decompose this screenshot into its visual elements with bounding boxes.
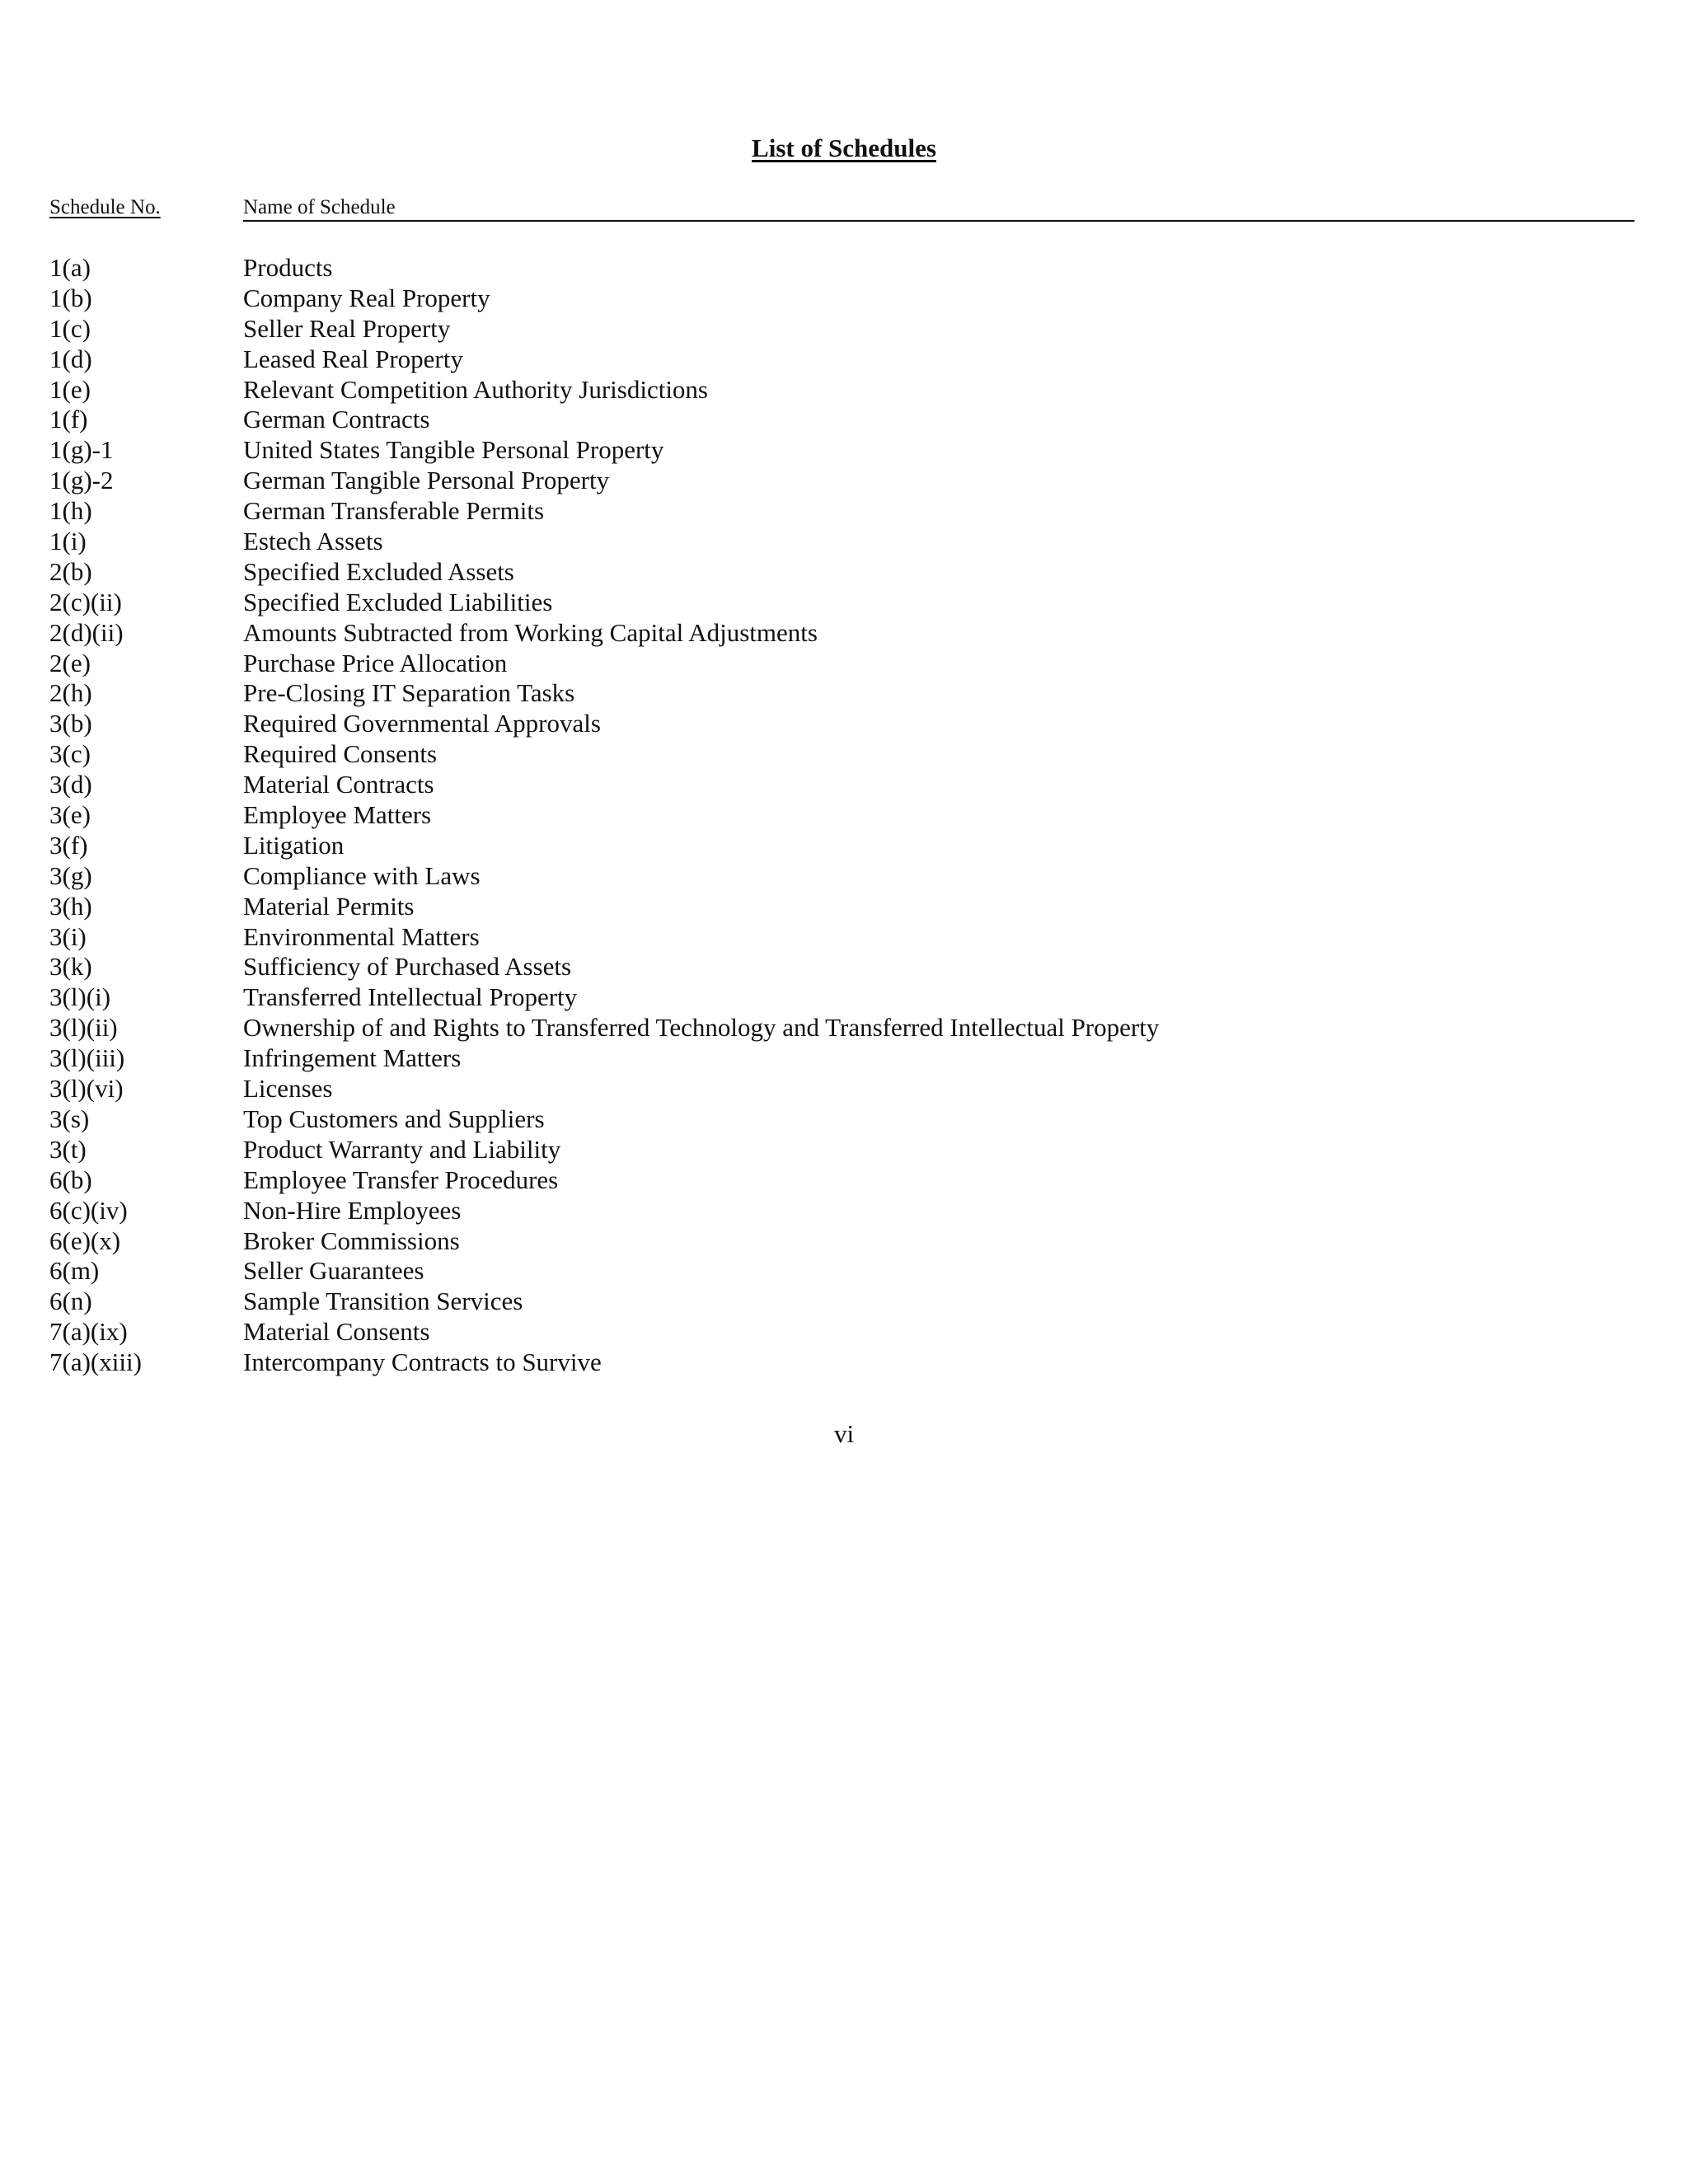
- schedule-number: 6(c)(iv): [49, 1195, 128, 1225]
- schedule-number: 2(h): [49, 678, 92, 708]
- schedule-row: [0, 708, 1688, 738]
- schedule-number: 3(d): [49, 770, 92, 799]
- schedule-row: [0, 1255, 1688, 1286]
- schedule-name: Transferred Intellectual Property: [243, 982, 578, 1012]
- schedule-number: 7(a)(xiii): [49, 1347, 142, 1377]
- schedule-row: [0, 1043, 1688, 1073]
- schedule-name: Material Contracts: [243, 770, 434, 799]
- schedule-name: Top Customers and Suppliers: [243, 1104, 545, 1133]
- schedule-number: 1(i): [49, 527, 87, 556]
- schedule-name: German Transferable Permits: [243, 496, 545, 526]
- schedule-number: 6(e)(x): [49, 1226, 121, 1255]
- schedule-number: 3(h): [49, 891, 92, 921]
- schedule-row: [0, 556, 1688, 587]
- schedule-name: Product Warranty and Liability: [243, 1134, 561, 1164]
- schedule-number: 3(s): [49, 1104, 90, 1133]
- schedule-row: [0, 495, 1688, 526]
- schedule-name: Sufficiency of Purchased Assets: [243, 952, 572, 982]
- schedule-name: Required Consents: [243, 739, 438, 769]
- schedule-name: Non-Hire Employees: [243, 1195, 462, 1225]
- header-divider: [243, 220, 1634, 222]
- schedule-name: Relevant Competition Authority Jurisdictions: [243, 374, 708, 404]
- schedule-number: 3(i): [49, 921, 87, 951]
- schedule-name: Specified Excluded Assets: [243, 556, 514, 586]
- schedule-name: Broker Commissions: [243, 1226, 460, 1255]
- schedule-number: 7(a)(ix): [49, 1317, 128, 1347]
- schedule-name: Material Permits: [243, 891, 415, 921]
- schedule-row: [0, 1012, 1688, 1043]
- schedule-row: [0, 860, 1688, 891]
- schedule-number: 3(k): [49, 952, 92, 982]
- page-number: vi: [833, 1419, 855, 1448]
- schedule-number: 6(b): [49, 1165, 92, 1194]
- schedule-row: [0, 1286, 1688, 1316]
- schedule-row: [0, 1316, 1688, 1347]
- schedule-name: Employee Transfer Procedures: [243, 1165, 559, 1194]
- schedule-name: Infringement Matters: [243, 1043, 462, 1073]
- schedule-row: [0, 1104, 1688, 1134]
- schedule-name: Sample Transition Services: [243, 1286, 523, 1316]
- schedule-row: [0, 313, 1688, 344]
- schedule-number: 3(b): [49, 709, 92, 738]
- schedule-row: [0, 344, 1688, 374]
- schedule-number: 1(g)-2: [49, 466, 114, 495]
- schedule-row: [0, 951, 1688, 982]
- schedule-row: [0, 526, 1688, 556]
- schedule-row: [0, 587, 1688, 617]
- schedule-name: Specified Excluded Liabilities: [243, 587, 553, 616]
- schedule-row: [0, 283, 1688, 313]
- schedule-row: [0, 1165, 1688, 1195]
- schedule-row: [0, 1134, 1688, 1165]
- schedule-name: Leased Real Property: [243, 344, 463, 373]
- schedule-row: [0, 374, 1688, 405]
- schedule-number: 3(g): [49, 860, 92, 890]
- schedule-row: [0, 677, 1688, 708]
- page-title: [0, 134, 1688, 163]
- schedule-list: [0, 252, 1688, 1377]
- schedule-number: 1(f): [49, 405, 88, 434]
- schedule-number: 1(g)-1: [49, 435, 114, 465]
- schedule-number: 3(l)(ii): [49, 1013, 118, 1043]
- schedule-name: Employee Matters: [243, 800, 432, 830]
- schedule-name: German Tangible Personal Property: [243, 466, 610, 495]
- schedule-number: 1(a): [49, 253, 91, 282]
- schedule-row: [0, 799, 1688, 830]
- column-header-name: Name of Schedule: [243, 196, 396, 218]
- schedule-number: 1(d): [49, 344, 92, 373]
- schedule-row: [0, 1347, 1688, 1377]
- page-title-text: List of Schedules: [752, 134, 936, 162]
- schedule-number: 3(f): [49, 830, 88, 860]
- schedule-name: Pre-Closing IT Separation Tasks: [243, 678, 575, 708]
- schedule-number: 2(c)(ii): [49, 587, 122, 616]
- schedule-row: [0, 921, 1688, 952]
- schedule-number: 1(b): [49, 283, 92, 312]
- schedule-number: 3(t): [49, 1134, 87, 1164]
- schedule-row: [0, 252, 1688, 283]
- schedule-row: [0, 891, 1688, 921]
- schedule-name: Purchase Price Allocation: [243, 648, 508, 677]
- schedule-name: Intercompany Contracts to Survive: [243, 1347, 602, 1377]
- schedule-number: 2(e): [49, 648, 91, 677]
- schedule-number: 2(b): [49, 556, 92, 586]
- schedule-row: [0, 404, 1688, 434]
- schedule-number: 3(l)(vi): [49, 1074, 124, 1104]
- schedule-name: Seller Real Property: [243, 313, 451, 343]
- schedule-number: 3(l)(iii): [49, 1043, 125, 1073]
- schedule-name: Environmental Matters: [243, 921, 480, 951]
- schedule-row: [0, 769, 1688, 799]
- schedule-number: 6(m): [49, 1256, 100, 1286]
- schedule-name: Required Governmental Approvals: [243, 709, 601, 738]
- schedule-number: 1(h): [49, 496, 92, 526]
- schedule-row: [0, 648, 1688, 678]
- schedule-number: 3(c): [49, 739, 91, 769]
- schedule-name: Seller Guarantees: [243, 1256, 424, 1286]
- schedule-name: Material Consents: [243, 1317, 430, 1347]
- schedule-name: Compliance with Laws: [243, 860, 481, 890]
- schedule-row: [0, 617, 1688, 648]
- schedule-name: Licenses: [243, 1074, 333, 1104]
- schedule-name: Ownership of and Rights to Transferred Technology and Transferred Intellectual Property: [243, 1013, 1160, 1043]
- schedule-name: Company Real Property: [243, 283, 490, 312]
- schedule-number: 3(e): [49, 800, 91, 830]
- schedule-row: [0, 830, 1688, 860]
- column-header-schedule-no: Schedule No.: [49, 196, 161, 218]
- schedule-name: Litigation: [243, 830, 345, 860]
- schedule-number: 6(n): [49, 1286, 92, 1316]
- schedule-row: [0, 982, 1688, 1012]
- schedule-row: [0, 738, 1688, 769]
- schedule-row: [0, 434, 1688, 465]
- schedule-number: 1(e): [49, 374, 91, 404]
- schedule-row: [0, 1073, 1688, 1104]
- schedule-name: United States Tangible Personal Property: [243, 435, 664, 465]
- schedule-name: Amounts Subtracted from Working Capital Adjustments: [243, 617, 818, 647]
- schedule-row: [0, 1195, 1688, 1226]
- schedule-number: 1(c): [49, 313, 91, 343]
- schedule-number: 2(d)(ii): [49, 617, 124, 647]
- schedule-name: Products: [243, 253, 333, 282]
- schedule-row: [0, 465, 1688, 495]
- schedule-name: Estech Assets: [243, 527, 383, 556]
- schedule-name: German Contracts: [243, 405, 430, 434]
- schedule-number: 3(l)(i): [49, 982, 111, 1012]
- schedule-row: [0, 1226, 1688, 1256]
